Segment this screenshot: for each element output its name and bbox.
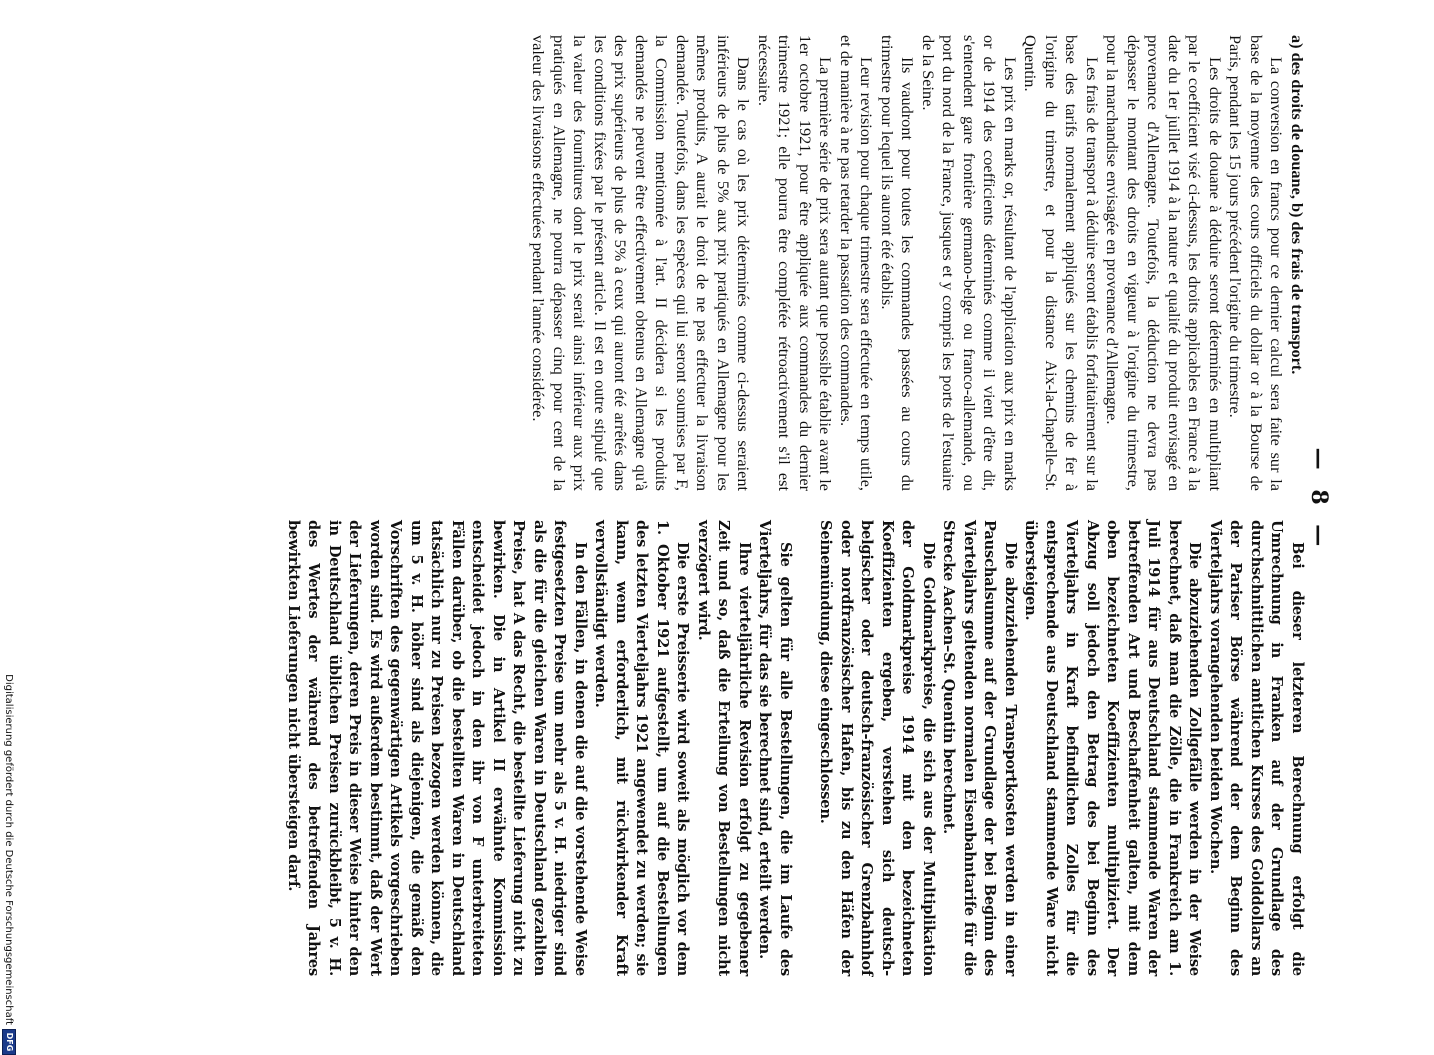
- french-paragraph: La conversion en francs pour ce dernier calcul sera faite sur la base de la moyenne des cours officiels du dollar or à la Bourse de Paris, pendant les 15 jours précédent l'origine du trimestre.: [1226, 35, 1287, 491]
- page-number: — 8 —: [1306, 447, 1332, 553]
- german-paragraph: Die Goldmarkpreise, die sich aus der Multiplikation der Goldmarkpreise 1914 mit den bezeichneten Koeffizienten ergeben, verstehen sich deutsch-belgischer oder deutsch-französischer Grenzbahnhof oder nordfranzösischer Hafen, bis zu den Häfen der Seinemündung, diese eingeschlossen.: [817, 520, 937, 976]
- german-paragraph: Die abzuziehenden Zollgefälle werden in der Weise berechnet, daß man die Zölle, die in Frankreich am 1. Juli 1914 für aus Deutschland stammende Waren der betreffenden Art und Beschaffenheit galten, mit dem oben bezeichneten Koeffizienten multipliziert. Der Abzug soll jedoch den Betrag des bei Beginn des Vierteljahrs in Kraft befindlichen Zolles für die entsprechende aus Deutschland stammende Ware nicht übersteigen.: [1022, 520, 1204, 976]
- german-paragraph: Bei dieser letzteren Berechnung erfolgt die Umrechnung in Franken auf der Grundlage des durchschnittlichen amtlichen Kurses des Golddollars an der Pariser Börse während der dem Beginn des Vierteljahrs vorangehenden beiden Wochen.: [1207, 520, 1306, 976]
- dfg-logo: DFG: [2, 1029, 16, 1055]
- french-paragraph: a) des droits de douane, b) des frais de transport.: [1288, 35, 1307, 375]
- german-paragraph: Ihre vierteljährliche Revision erfolgt zu gegebener Zeit und so, daß die Erteilung von Bestellungen nicht verzögert wird.: [695, 520, 753, 976]
- french-paragraph: La première série de prix sera autant que possible établie avant le 1er octobre 1921, pour être appliquée aux commandes du dernier trimestre 1921; elle pourra être complétée rétroactivement s'il est nécessaire.: [755, 35, 836, 491]
- french-text-column: [528, 35, 1307, 491]
- french-paragraph: Les prix en marks or, résultant de l'application aux prix en marks or de 1914 des coefficients déterminés comme il vient d'être dit, s'entendent gare frontière germano-belge ou franco-allemande, ou port du nord de la France, jusques et y compris les ports de l'estuaire de la Seine.: [919, 35, 1020, 491]
- french-paragraph: Les frais de transport à déduire seront établis forfaitairement sur la base des tarifs normalement appliqués sur les chemins de fer à l'origine du trimestre, et pour la distance Aix-la-Chapelle–St. Quentin.: [1021, 35, 1102, 491]
- credit-text: Digitalisierung gefördert durch die Deutsche Forschungsgemeinschaft: [3, 674, 15, 1025]
- german-paragraph: Sie gelten für alle Bestellungen, die im Laufe des Vierteljahrs, für das sie berechnet sind, erteilt werden.: [756, 520, 794, 976]
- german-paragraph: Die abzuziehenden Transportkosten werden in einer Pauschalsumme auf der Grundlage der bei Beginn des Vierteljahrs geltenden normalen Eisenbahntarife für die Strecke Aachen–St. Quentin berechnet.: [940, 520, 1019, 976]
- french-paragraph: Ils vaudront pour toutes les commandes passées au cours du trimestre pour lequel ils auront été établis.: [878, 35, 918, 491]
- german-paragraph: Die erste Preisserie wird soweit als möglich vor dem 1. Oktober 1921 aufgestellt, um auf die Bestellungen des letzten Vierteljahrs 1921 angewendet zu werden; sie kann, wenn erforderlich, mit rückwirkender Kraft vervollständigt werden.: [592, 520, 692, 976]
- german-paragraph: In den Fällen, in denen die auf die vorstehende Weise festgesetzten Preise um mehr als 5 v. H. niedriger sind als die für die gleichen Waren in Deutschland gezahlten Preise, hat A das Recht, die bestellte Lieferung nicht zu bewirken. Die in Artikel II erwähnte Kommission entscheidet jedoch in den ihr von F unterbreiteten Fällen darüber, ob die bestellten Waren in Deutschland tatsächlich nur zu Preisen bezogen werden können, die um 5 v. H. höher sind als diejenigen, die gemäß den Vorschriften des gegenwärtigen Artikels vorgeschrieben worden sind. Es wird außerdem bestimmt, daß der Wert der Lieferungen, deren Preis in dieser Weise hinter den in Deutschland üblichen Preisen zurückbleibt, 5 v. H. des Wertes der während des betreffenden Jahres bewirkten Lieferungen nicht übersteigen darf.: [285, 520, 589, 976]
- french-paragraph: Les droits de douane à déduire seront déterminés en multipliant par le coefficient visé ci-dessus, les droits applicables en France à la date du 1er juillet 1914 à la nature et qualité du produit envisagé en provenance d'Allemagne. Toutefois, la déduction ne devra pas dépasser le montant des droits en vigueur à l'origine du trimestre, pour la marchandise envisagée en provenance d'Allemagne.: [1103, 35, 1225, 491]
- french-paragraph: Dans le cas où les prix déterminés comme ci-dessus seraient inférieurs de plus de 5% aux prix pratiqués en Allemagne pour les mêmes produits, A aurait le droit de ne pas effectuer la livraison demandée. Toutefois, dans les espèces qui lui seront soumises par F, la Commission mentionnée à l'art. II décidera si les produits demandés ne peuvent être effectivement obtenus en Allemagne qu'à des prix supérieurs de plus de 5% à ceux qui auront été arrêtés dans les conditions fixées par le présent article. Il est en outre stipulé que la valeur des fournitures dont le prix serait ainsi inférieur aux prix pratiqués en Allemagne, ne pourra dépasser cinq pour cent de la valeur des livraisons effectuées pendant l'année considérée.: [529, 35, 754, 491]
- digitization-credit: [0, 575, 18, 1055]
- german-text-column: [283, 520, 1308, 976]
- french-paragraph: Leur revision pour chaque trimestre sera effectuée en temps utile, et de manière à ne pas retarder la passation des commandes.: [837, 35, 877, 491]
